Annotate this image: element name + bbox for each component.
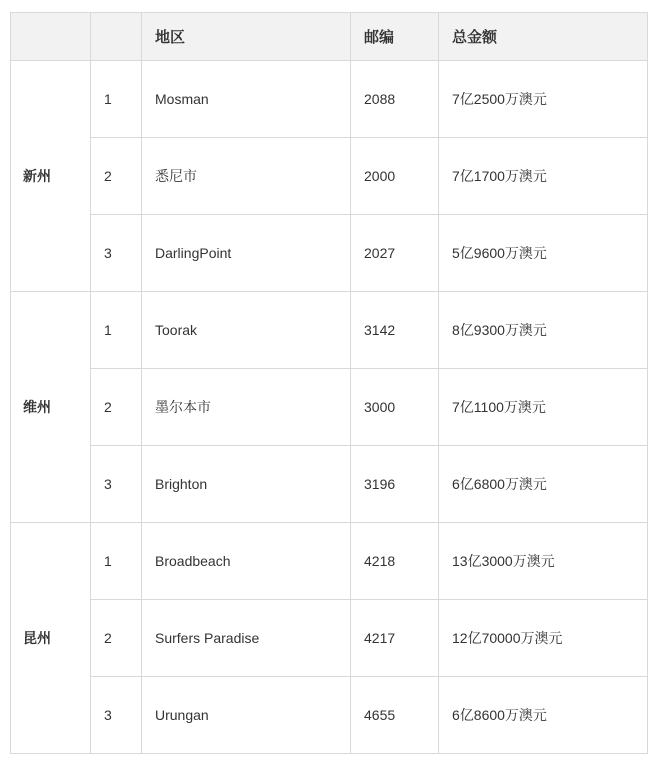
table-row	[11, 523, 648, 600]
rank-cell: 1	[91, 523, 142, 600]
rank-cell: 3	[91, 215, 142, 292]
area-cell: Urungan	[142, 677, 351, 754]
ranking-table	[10, 12, 648, 754]
rank-cell: 1	[91, 292, 142, 369]
state-cell: 维州	[11, 292, 91, 523]
header-row	[11, 13, 648, 61]
postcode-cell: 4218	[351, 523, 439, 600]
area-cell: Mosman	[142, 61, 351, 138]
amount-cell: 12亿70000万澳元	[439, 600, 648, 677]
amount-cell: 7亿2500万澳元	[439, 61, 648, 138]
postcode-cell: 2000	[351, 138, 439, 215]
table-row	[11, 600, 648, 677]
area-cell: 墨尔本市	[142, 369, 351, 446]
table-row	[11, 61, 648, 138]
table-row	[11, 215, 648, 292]
postcode-cell: 2088	[351, 61, 439, 138]
postcode-cell: 4655	[351, 677, 439, 754]
amount-cell: 6亿6800万澳元	[439, 446, 648, 523]
amount-cell: 7亿1700万澳元	[439, 138, 648, 215]
area-cell: Surfers Paradise	[142, 600, 351, 677]
rank-cell: 1	[91, 61, 142, 138]
table-row	[11, 369, 648, 446]
area-cell: Broadbeach	[142, 523, 351, 600]
rank-cell: 2	[91, 600, 142, 677]
state-cell: 昆州	[11, 523, 91, 754]
state-cell: 新州	[11, 61, 91, 292]
table-row	[11, 446, 648, 523]
amount-cell: 7亿1100万澳元	[439, 369, 648, 446]
area-cell: DarlingPoint	[142, 215, 351, 292]
area-cell: 悉尼市	[142, 138, 351, 215]
postcode-cell: 3000	[351, 369, 439, 446]
amount-cell: 8亿9300万澳元	[439, 292, 648, 369]
area-cell: Toorak	[142, 292, 351, 369]
postcode-cell: 4217	[351, 600, 439, 677]
table-row	[11, 292, 648, 369]
postcode-cell: 3196	[351, 446, 439, 523]
rank-cell: 2	[91, 138, 142, 215]
header-area: 地区	[142, 13, 351, 61]
rank-cell: 2	[91, 369, 142, 446]
header-rank	[91, 13, 142, 61]
table-row	[11, 138, 648, 215]
rank-cell: 3	[91, 446, 142, 523]
table-row	[11, 677, 648, 754]
amount-cell: 6亿8600万澳元	[439, 677, 648, 754]
header-postcode: 邮编	[351, 13, 439, 61]
postcode-cell: 3142	[351, 292, 439, 369]
header-state	[11, 13, 91, 61]
amount-cell: 13亿3000万澳元	[439, 523, 648, 600]
postcode-cell: 2027	[351, 215, 439, 292]
area-cell: Brighton	[142, 446, 351, 523]
rank-cell: 3	[91, 677, 142, 754]
amount-cell: 5亿9600万澳元	[439, 215, 648, 292]
header-amount: 总金额	[439, 13, 648, 61]
